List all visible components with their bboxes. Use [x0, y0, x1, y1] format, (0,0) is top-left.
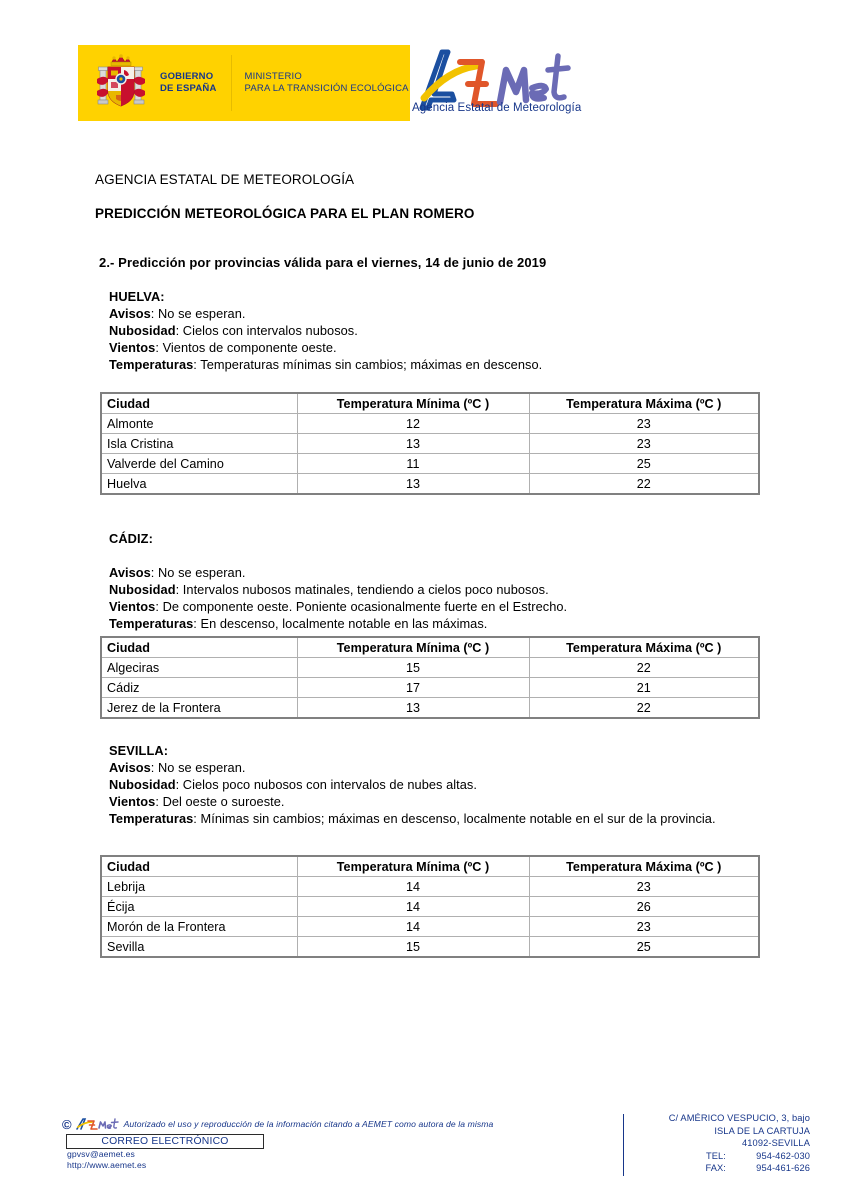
- cell-tmax: 23: [529, 414, 759, 434]
- temperature-table-cadiz: [100, 636, 760, 719]
- avisos-sep: :: [150, 306, 159, 321]
- table-row: [101, 414, 759, 434]
- copyright-icon: ©: [62, 1116, 72, 1132]
- cell-tmax: 22: [529, 474, 759, 495]
- agency-line: AGENCIA ESTATAL DE METEOROLOGÍA: [95, 172, 355, 187]
- table-row: [101, 474, 759, 495]
- cell-city: Valverde del Camino: [101, 454, 297, 474]
- table-row: [101, 658, 759, 678]
- cell-tmin: 14: [297, 897, 529, 917]
- nubosidad-value: Intervalos nubosos matinales, tendiendo a cielos poco nubosos.: [182, 582, 549, 597]
- cell-city: Isla Cristina: [101, 434, 297, 454]
- temperaturas-label: Temperaturas: [109, 811, 194, 826]
- temperaturas-value: En descenso, localmente notable en las máximas.: [200, 616, 488, 631]
- temperature-table-huelva: [100, 392, 760, 495]
- government-header-banner: [78, 45, 410, 121]
- province-nubosidad-line: [109, 776, 759, 793]
- footer-vertical-divider: [623, 1114, 624, 1176]
- cell-tmin: 15: [297, 658, 529, 678]
- col-header-tmin: Temperatura Mínima (ºC ): [297, 856, 529, 877]
- banner-divider: [231, 55, 232, 111]
- nubosidad-value: Cielos con intervalos nubosos.: [182, 323, 358, 338]
- cell-city: Almonte: [101, 414, 297, 434]
- table-row: [101, 454, 759, 474]
- cell-city: Cádiz: [101, 678, 297, 698]
- cell-tmin: 13: [297, 474, 529, 495]
- province-name: CÁDIZ:: [109, 531, 153, 546]
- nubosidad-sep: :: [175, 582, 183, 597]
- footer-fax-label: FAX:: [705, 1163, 726, 1174]
- table-row: [101, 877, 759, 897]
- cell-city: Sevilla: [101, 937, 297, 958]
- avisos-value: No se esperan.: [158, 306, 246, 321]
- cell-tmin: 11: [297, 454, 529, 474]
- province-name: SEVILLA:: [109, 743, 169, 758]
- province-nubosidad-line: [109, 322, 759, 339]
- cell-tmax: 22: [529, 658, 759, 678]
- temperaturas-sep: :: [193, 357, 201, 372]
- province-avisos-line: [109, 759, 759, 776]
- table-row: [101, 698, 759, 719]
- ministerio-label: MINISTERIO PARA LA TRANSICIÓN ECOLÓGICA: [244, 71, 409, 94]
- province-vientos-line: [109, 793, 759, 810]
- temperaturas-value: Mínimas sin cambios; máximas en descenso, localmente notable en el sur de la provincia.: [200, 811, 716, 826]
- table-row: [101, 897, 759, 917]
- temperaturas-label: Temperaturas: [109, 616, 194, 631]
- cell-city: Huelva: [101, 474, 297, 495]
- cell-tmin: 14: [297, 877, 529, 897]
- province-temperaturas-line: [109, 810, 757, 827]
- nubosidad-label: Nubosidad: [109, 777, 176, 792]
- cell-tmax: 25: [529, 454, 759, 474]
- temperaturas-sep: :: [193, 811, 201, 826]
- footer-fax-value: 954-461-626: [756, 1163, 810, 1174]
- page-title: PREDICCIÓN METEOROLÓGICA PARA EL PLAN ROMERO: [95, 206, 475, 221]
- avisos-label: Avisos: [109, 306, 151, 321]
- temperature-table-sevilla: [100, 855, 760, 958]
- nubosidad-sep: :: [175, 777, 183, 792]
- nubosidad-label: Nubosidad: [109, 582, 176, 597]
- cell-city: Algeciras: [101, 658, 297, 678]
- footer-left-block: [62, 1117, 562, 1171]
- province-name: HUELVA:: [109, 289, 165, 304]
- cell-tmin: 12: [297, 414, 529, 434]
- avisos-label: Avisos: [109, 565, 151, 580]
- correo-electronico-box: CORREO ELECTRÓNICO: [66, 1134, 264, 1149]
- cell-tmin: 13: [297, 698, 529, 719]
- table-header-row: [101, 856, 759, 877]
- cell-city: Morón de la Frontera: [101, 917, 297, 937]
- col-header-tmin: Temperatura Mínima (ºC ): [297, 637, 529, 658]
- avisos-sep: :: [150, 565, 159, 580]
- province-section-cadiz: [109, 530, 759, 632]
- avisos-value: No se esperan.: [158, 760, 246, 775]
- nubosidad-label: Nubosidad: [109, 323, 176, 338]
- footer-fax-row: [628, 1162, 810, 1175]
- vientos-value: Vientos de componente oeste.: [162, 340, 337, 355]
- footer-address-line2: ISLA DE LA CARTUJA: [714, 1125, 810, 1136]
- gobierno-de-espana-label: GOBIERNO DE ESPAÑA: [160, 71, 217, 94]
- cell-tmax: 21: [529, 678, 759, 698]
- footer-copyright-row: [62, 1117, 562, 1131]
- nubosidad-value: Cielos poco nubosos con intervalos de nubes altas.: [182, 777, 477, 792]
- cell-tmin: 17: [297, 678, 529, 698]
- province-section-sevilla: [109, 742, 759, 827]
- table-row: [101, 917, 759, 937]
- vientos-value: De componente oeste. Poniente ocasionalmente fuerte en el Estrecho.: [162, 599, 568, 614]
- section-subtitle: 2.- Predicción por provincias válida para el viernes, 14 de junio de 2019: [99, 255, 547, 270]
- province-temperaturas-line: [109, 356, 759, 373]
- spain-coat-of-arms-icon: [90, 52, 152, 114]
- avisos-sep: :: [150, 760, 159, 775]
- temperaturas-sep: :: [193, 616, 201, 631]
- vientos-label: Vientos: [109, 340, 156, 355]
- cell-city: Lebrija: [101, 877, 297, 897]
- cell-city: Écija: [101, 897, 297, 917]
- table-header-row: [101, 637, 759, 658]
- footer-url[interactable]: http://www.aemet.es: [67, 1160, 147, 1170]
- table-row: [101, 434, 759, 454]
- avisos-label: Avisos: [109, 760, 151, 775]
- footer-authorization-text: Autorizado el uso y reproducción de la información citando a AEMET como autora de la misma: [123, 1119, 494, 1129]
- nubosidad-sep: :: [175, 323, 183, 338]
- spacer: [109, 547, 759, 564]
- col-header-city: Ciudad: [101, 393, 297, 414]
- cell-tmax: 22: [529, 698, 759, 719]
- footer-tel-label: TEL:: [705, 1150, 726, 1161]
- province-avisos-line: [109, 305, 759, 322]
- province-temperaturas-line: [109, 615, 759, 632]
- vientos-label: Vientos: [109, 599, 156, 614]
- vientos-sep: :: [155, 794, 163, 809]
- footer-right-block: [628, 1112, 810, 1175]
- province-vientos-line: [109, 598, 759, 615]
- footer-email[interactable]: gpvsv@aemet.es: [67, 1149, 135, 1159]
- col-header-tmax: Temperatura Máxima (ºC ): [529, 637, 759, 658]
- col-header-tmax: Temperatura Máxima (ºC ): [529, 393, 759, 414]
- avisos-value: No se esperan.: [158, 565, 246, 580]
- footer-address-line3: 41092-SEVILLA: [742, 1138, 810, 1149]
- cell-tmax: 23: [529, 434, 759, 454]
- temperaturas-value: Temperaturas mínimas sin cambios; máximas en descenso.: [200, 357, 543, 372]
- footer-tel-row: [628, 1150, 810, 1163]
- cell-tmax: 23: [529, 917, 759, 937]
- footer-address-line1: C/ AMÉRICO VESPUCIO, 3, bajo: [668, 1113, 810, 1123]
- aemet-mini-logo-icon: [75, 1117, 119, 1131]
- table-row: [101, 937, 759, 958]
- province-section-huelva: [109, 288, 759, 373]
- vientos-label: Vientos: [109, 794, 156, 809]
- province-avisos-line: [109, 564, 759, 581]
- vientos-sep: :: [155, 340, 163, 355]
- cell-tmax: 26: [529, 897, 759, 917]
- vientos-value: Del oeste o suroeste.: [162, 794, 285, 809]
- cell-tmin: 15: [297, 937, 529, 958]
- table-header-row: [101, 393, 759, 414]
- province-vientos-line: [109, 339, 759, 356]
- col-header-tmax: Temperatura Máxima (ºC ): [529, 856, 759, 877]
- cell-tmax: 23: [529, 877, 759, 897]
- col-header-city: Ciudad: [101, 856, 297, 877]
- footer-tel-value: 954-462-030: [756, 1150, 810, 1161]
- province-nubosidad-line: [109, 581, 759, 598]
- cell-tmin: 13: [297, 434, 529, 454]
- temperaturas-label: Temperaturas: [109, 357, 194, 372]
- cell-tmax: 25: [529, 937, 759, 958]
- col-header-city: Ciudad: [101, 637, 297, 658]
- cell-city: Jerez de la Frontera: [101, 698, 297, 719]
- vientos-sep: :: [155, 599, 163, 614]
- cell-tmin: 14: [297, 917, 529, 937]
- aemet-logo-subtitle: Agencia Estatal de Meteorología: [412, 102, 582, 114]
- col-header-tmin: Temperatura Mínima (ºC ): [297, 393, 529, 414]
- table-row: [101, 678, 759, 698]
